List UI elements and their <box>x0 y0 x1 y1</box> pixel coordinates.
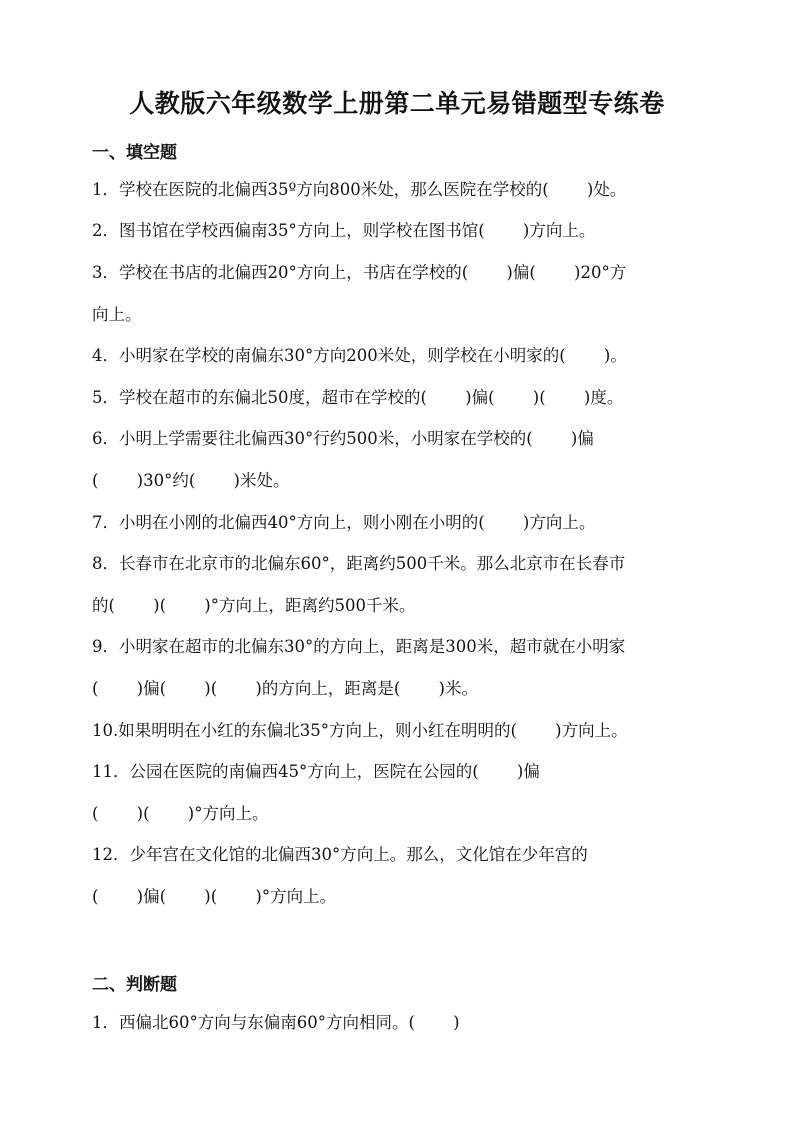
question-line: 3．学校在书店的北偏西20°方向上，书店在学校的( )偏( )20°方 <box>92 263 627 282</box>
page-title: 人教版六年级数学上册第二单元易错题型专练卷 <box>129 89 665 118</box>
question-line: 8．长春市在北京市的北偏东60°，距离约500千米。那么北京市在长春市 <box>92 554 626 573</box>
question-line: 9．小明家在超市的北偏东30°的方向上，距离是300米，超市就在小明家 <box>92 637 626 656</box>
question-line: 12．少年宫在文化馆的北偏西30°方向上。那么，文化馆在少年宫的 <box>92 845 588 864</box>
question-line: ( )偏( )( )的方向上，距离是( )米。 <box>92 679 478 698</box>
question-line: 的( )( )°方向上，距离约500千米。 <box>92 596 416 615</box>
section-heading-true-false: 二、判断题 <box>92 975 177 995</box>
question-line: 2．图书馆在学校西偏南35°方向上，则学校在图书馆( )方向上。 <box>92 221 596 240</box>
question-line: ( )偏( )( )°方向上。 <box>92 887 337 906</box>
question-line: 1．学校在医院的北偏西35º方向800米处，那么医院在学校的( )处。 <box>92 180 627 199</box>
question-line: 1．西偏北60°方向与东偏南60°方向相同。( ) <box>92 1013 460 1032</box>
question-line: 11．公园在医院的南偏西45°方向上，医院在公园的( )偏 <box>92 762 540 781</box>
question-line: ( )( )°方向上。 <box>92 804 269 823</box>
question-line: 6．小明上学需要往北偏西30°行约500米，小明家在学校的( )偏 <box>92 429 594 448</box>
question-line: 10.如果明明在小红的东偏北35°方向上，则小红在明明的( )方向上。 <box>92 721 628 740</box>
question-line: 向上。 <box>92 305 142 324</box>
question-line: 7．小明在小刚的北偏西40°方向上，则小刚在小明的( )方向上。 <box>92 513 596 532</box>
question-line: 4．小明家在学校的南偏东30°方向200米处，则学校在小明家的( )。 <box>92 346 627 365</box>
question-line: 5．学校在超市的东偏北50度，超市在学校的( )偏( )( )度。 <box>92 388 624 407</box>
section-heading-fill-in: 一、填空题 <box>92 143 177 163</box>
question-line: ( )30°约( )米处。 <box>92 471 290 490</box>
